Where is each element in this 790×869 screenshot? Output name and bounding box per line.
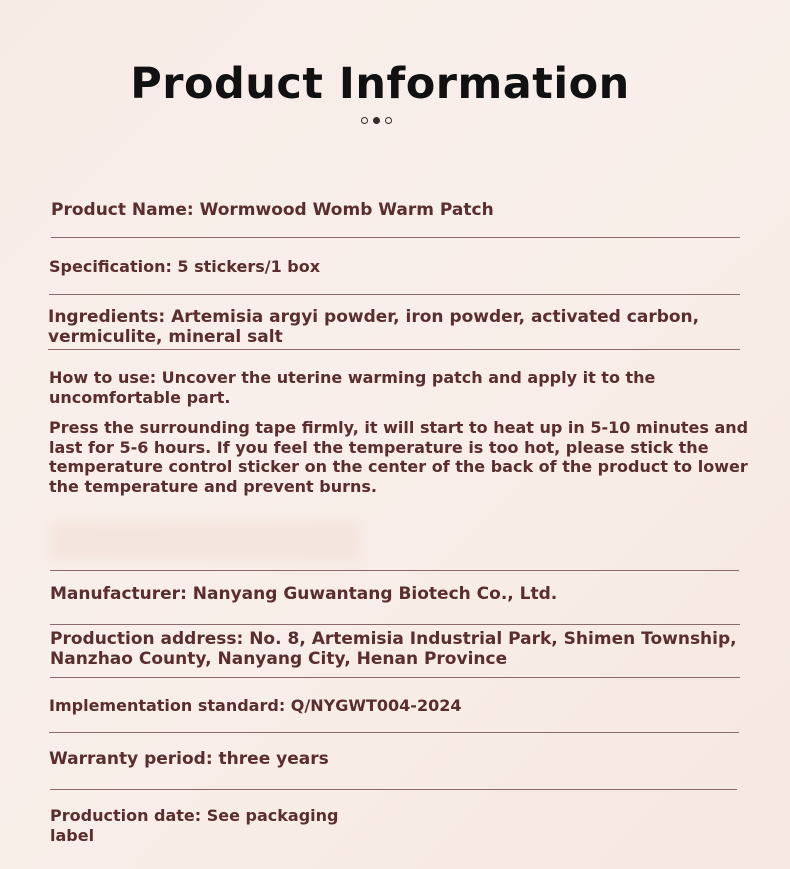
faded-watermark-area [50, 522, 360, 560]
divider [50, 677, 740, 678]
ingredients-line-1: Ingredients: Artemisia argyi powder, iron powder, activated carbon, [48, 307, 700, 327]
ingredients [48, 307, 699, 347]
instructions-line-1: Press the surrounding tape firmly, it will start to heat up in 5-10 minutes and [49, 418, 749, 437]
instructions-line-3: temperature control sticker on the center of the back of the product to lower [49, 457, 748, 476]
production-date [50, 806, 339, 845]
divider [51, 237, 740, 238]
product-name: Product Name: Wormwood Womb Warm Patch [51, 200, 494, 220]
carousel-dot-1[interactable] [361, 117, 368, 124]
page-title: Product Information [130, 58, 630, 109]
how-to-use-line-2: uncomfortable part. [49, 387, 231, 407]
divider [50, 789, 737, 790]
implementation-standard: Implementation standard: Q/NYGWT004-2024 [49, 696, 462, 715]
how-to-use-line-1: How to use: Uncover the uterine warming patch and apply it to the [49, 368, 656, 387]
warranty-period: Warranty period: three years [49, 749, 329, 769]
ingredients-line-2: vermiculite, mineral salt [48, 327, 283, 347]
how-to-use [49, 368, 655, 407]
production-date-line-1: Production date: See packaging [50, 806, 339, 825]
carousel-dot-3[interactable] [385, 117, 392, 124]
carousel-dot-2-active[interactable] [373, 117, 380, 124]
address-line-2: Nanzhao County, Nanyang City, Henan Province [50, 649, 508, 669]
manufacturer: Manufacturer: Nanyang Guwantang Biotech Co., Ltd. [50, 584, 558, 604]
instructions-line-4: the temperature and prevent burns. [49, 476, 377, 496]
production-date-line-2: label [50, 825, 95, 845]
divider [49, 294, 740, 295]
divider [50, 624, 740, 625]
divider [48, 349, 740, 350]
carousel-indicators [361, 117, 392, 124]
divider [49, 732, 739, 733]
instructions-line-2: last for 5-6 hours. If you feel the temperature is too hot, please stick the [49, 437, 709, 457]
specification: Specification: 5 stickers/1 box [49, 257, 321, 276]
production-address [50, 629, 737, 669]
divider [50, 570, 739, 571]
address-line-1: Production address: No. 8, Artemisia Industrial Park, Shimen Township, [50, 629, 737, 649]
usage-instructions [49, 418, 748, 496]
